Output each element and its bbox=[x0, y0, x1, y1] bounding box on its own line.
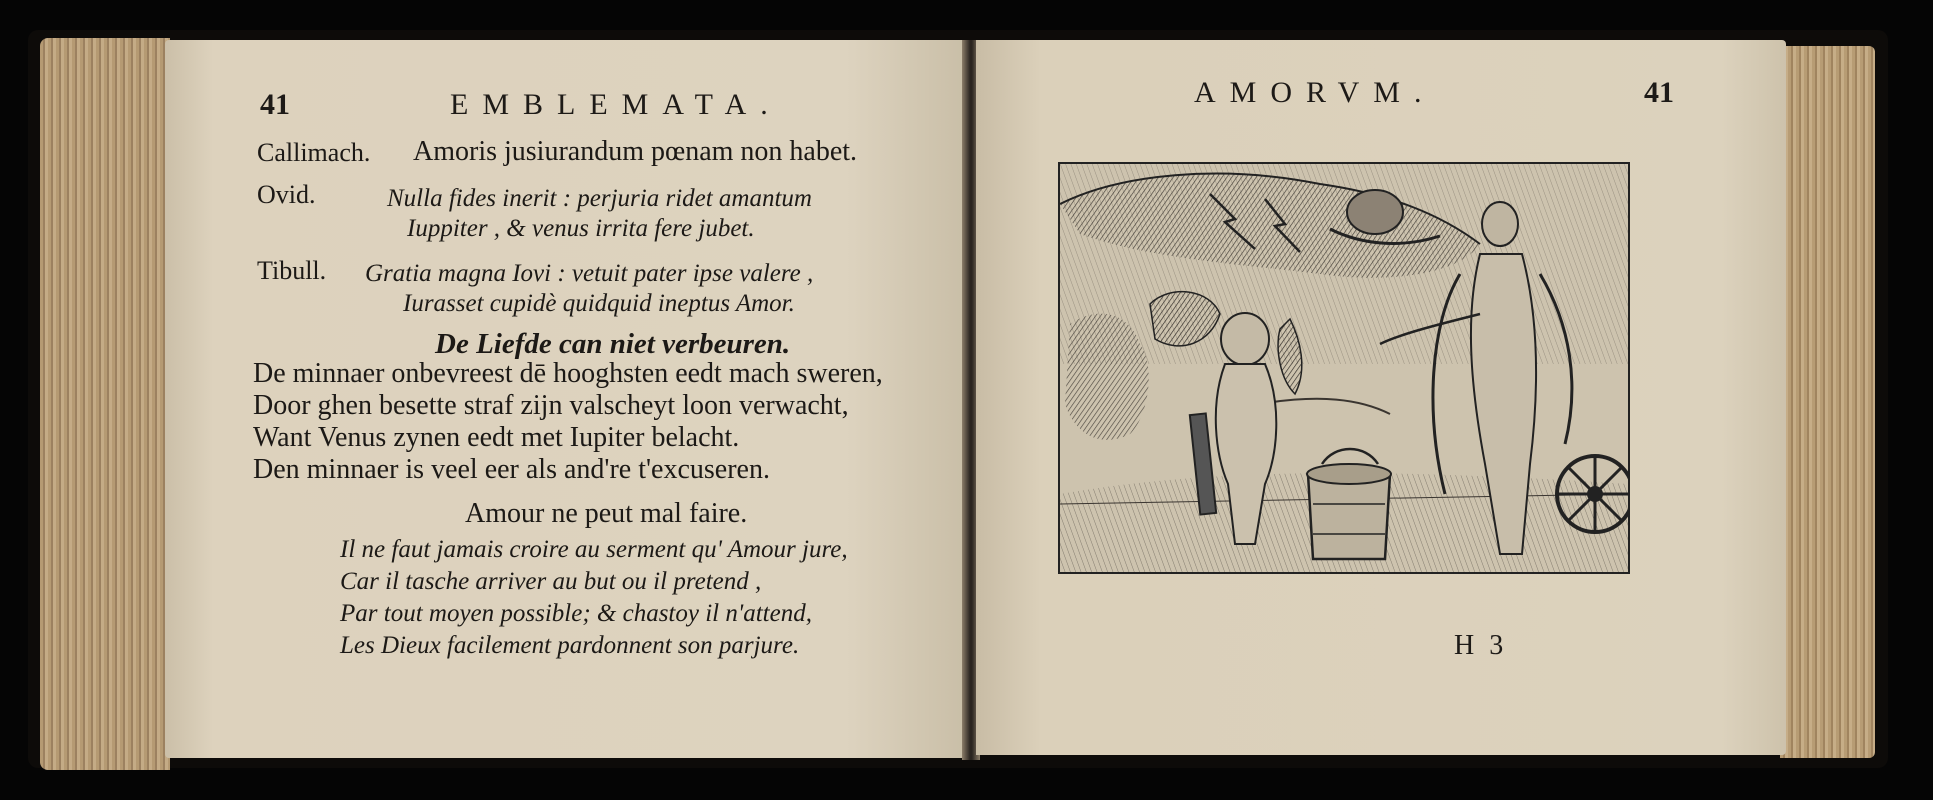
french-line: Les Dieux facilement pardonnent son parjure. bbox=[340, 632, 800, 659]
left-page bbox=[165, 40, 967, 758]
dutch-line: De minnaer onbevreest dē hooghsten eedt mach sweren, bbox=[253, 358, 883, 389]
latin-line: Iurasset cupidè quidquid ineptus Amor. bbox=[403, 290, 795, 317]
dutch-line: Den minnaer is veel eer als and're t'excuseren. bbox=[253, 454, 770, 485]
french-line: Car il tasche arriver au but ou il pretend , bbox=[340, 568, 762, 595]
latin-line: Amoris jusiurandum pœnam non habet. bbox=[413, 136, 858, 167]
right-page-number: 41 bbox=[1644, 76, 1674, 109]
dutch-line: Want Venus zynen eedt met Iupiter belacht. bbox=[253, 422, 740, 453]
latin-author-tibull: Tibull. bbox=[257, 256, 327, 285]
emblem-engraving bbox=[1058, 162, 1630, 574]
left-page-edges bbox=[40, 38, 170, 770]
dutch-heading: De Liefde can niet verbeuren. bbox=[435, 328, 791, 360]
right-running-head: AMORVM. bbox=[1194, 76, 1436, 109]
right-page-edges bbox=[1780, 46, 1875, 758]
latin-line: Iuppiter , & venus irrita fere jubet. bbox=[407, 215, 755, 242]
latin-line: Nulla fides inerit : perjuria ridet amantum bbox=[387, 185, 812, 212]
engraving-illustration bbox=[1060, 164, 1628, 572]
dutch-line: Door ghen besette straf zijn valscheyt loon verwacht, bbox=[253, 390, 849, 421]
french-line: Il ne faut jamais croire au serment qu' Amour jure, bbox=[340, 536, 848, 563]
french-heading: Amour ne peut mal faire. bbox=[465, 498, 748, 529]
left-running-head: EMBLEMATA. bbox=[450, 88, 782, 121]
latin-author-callimach: Callimach. bbox=[257, 138, 371, 167]
latin-line: Gratia magna Iovi : vetuit pater ipse valere , bbox=[365, 260, 814, 287]
french-line: Par tout moyen possible; & chastoy il n'attend, bbox=[340, 600, 812, 627]
gathering-signature: H 3 bbox=[1454, 630, 1508, 661]
right-page bbox=[976, 40, 1786, 755]
latin-author-ovid: Ovid. bbox=[257, 180, 316, 209]
left-page-number: 41 bbox=[260, 88, 290, 121]
